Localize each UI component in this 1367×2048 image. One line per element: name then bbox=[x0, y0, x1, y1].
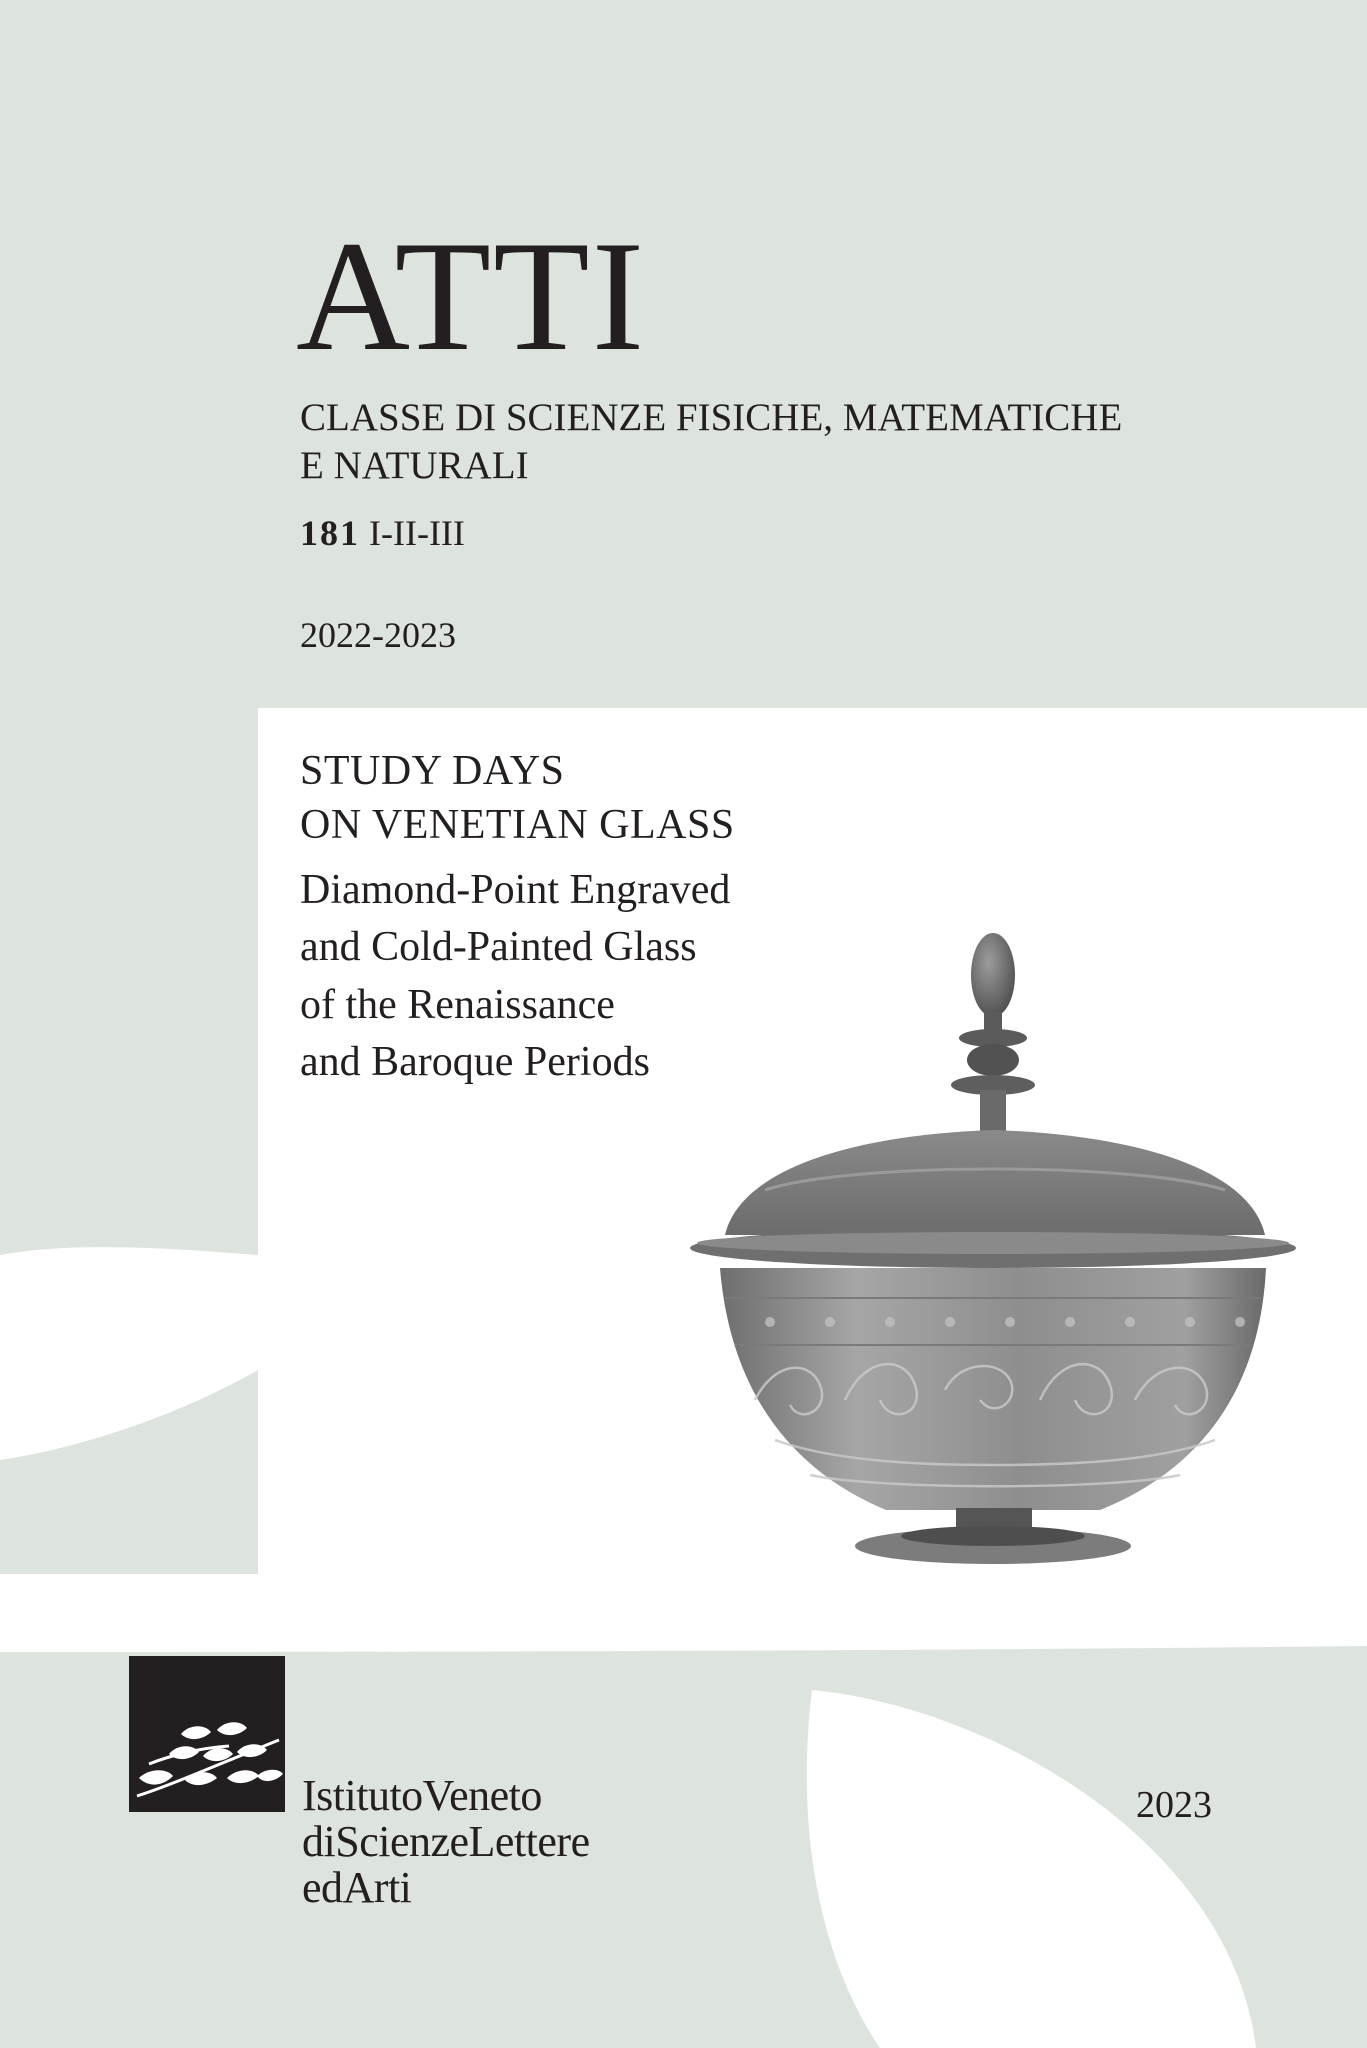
subtitle-line: of the Renaissance bbox=[300, 982, 615, 1028]
bottom-leaf-shape bbox=[807, 1690, 1256, 2048]
volume-line bbox=[300, 512, 465, 554]
years: 2022-2023 bbox=[300, 615, 456, 655]
vine-leaves-logo bbox=[129, 1656, 285, 1812]
publisher-name-line: edArti bbox=[302, 1863, 412, 1912]
publication-year: 2023 bbox=[1136, 1784, 1212, 1826]
subtitle-line: Diamond-Point Engraved bbox=[300, 867, 731, 913]
publisher-name-line: diScienzeLettere bbox=[302, 1817, 590, 1866]
heading-line2: ON VENETIAN GLASS bbox=[300, 802, 735, 848]
publisher-name-line: IstitutoVeneto bbox=[302, 1771, 542, 1820]
class-name-line2: E NATURALI bbox=[300, 444, 529, 487]
subtitle-line: and Baroque Periods bbox=[300, 1039, 650, 1085]
volume-parts: I-II-III bbox=[369, 513, 465, 553]
class-name-line1: CLASSE DI SCIENZE FISICHE, MATEMATICHE bbox=[300, 396, 1123, 439]
series-title: ATTI bbox=[296, 209, 647, 384]
volume-number: 181 bbox=[300, 513, 360, 553]
subtitle-line: and Cold-Painted Glass bbox=[300, 924, 697, 970]
left-leaf-shape bbox=[0, 1247, 258, 1460]
heading-line1: STUDY DAYS bbox=[300, 748, 565, 794]
covered-glass-bowl-illustration bbox=[680, 930, 1320, 1590]
